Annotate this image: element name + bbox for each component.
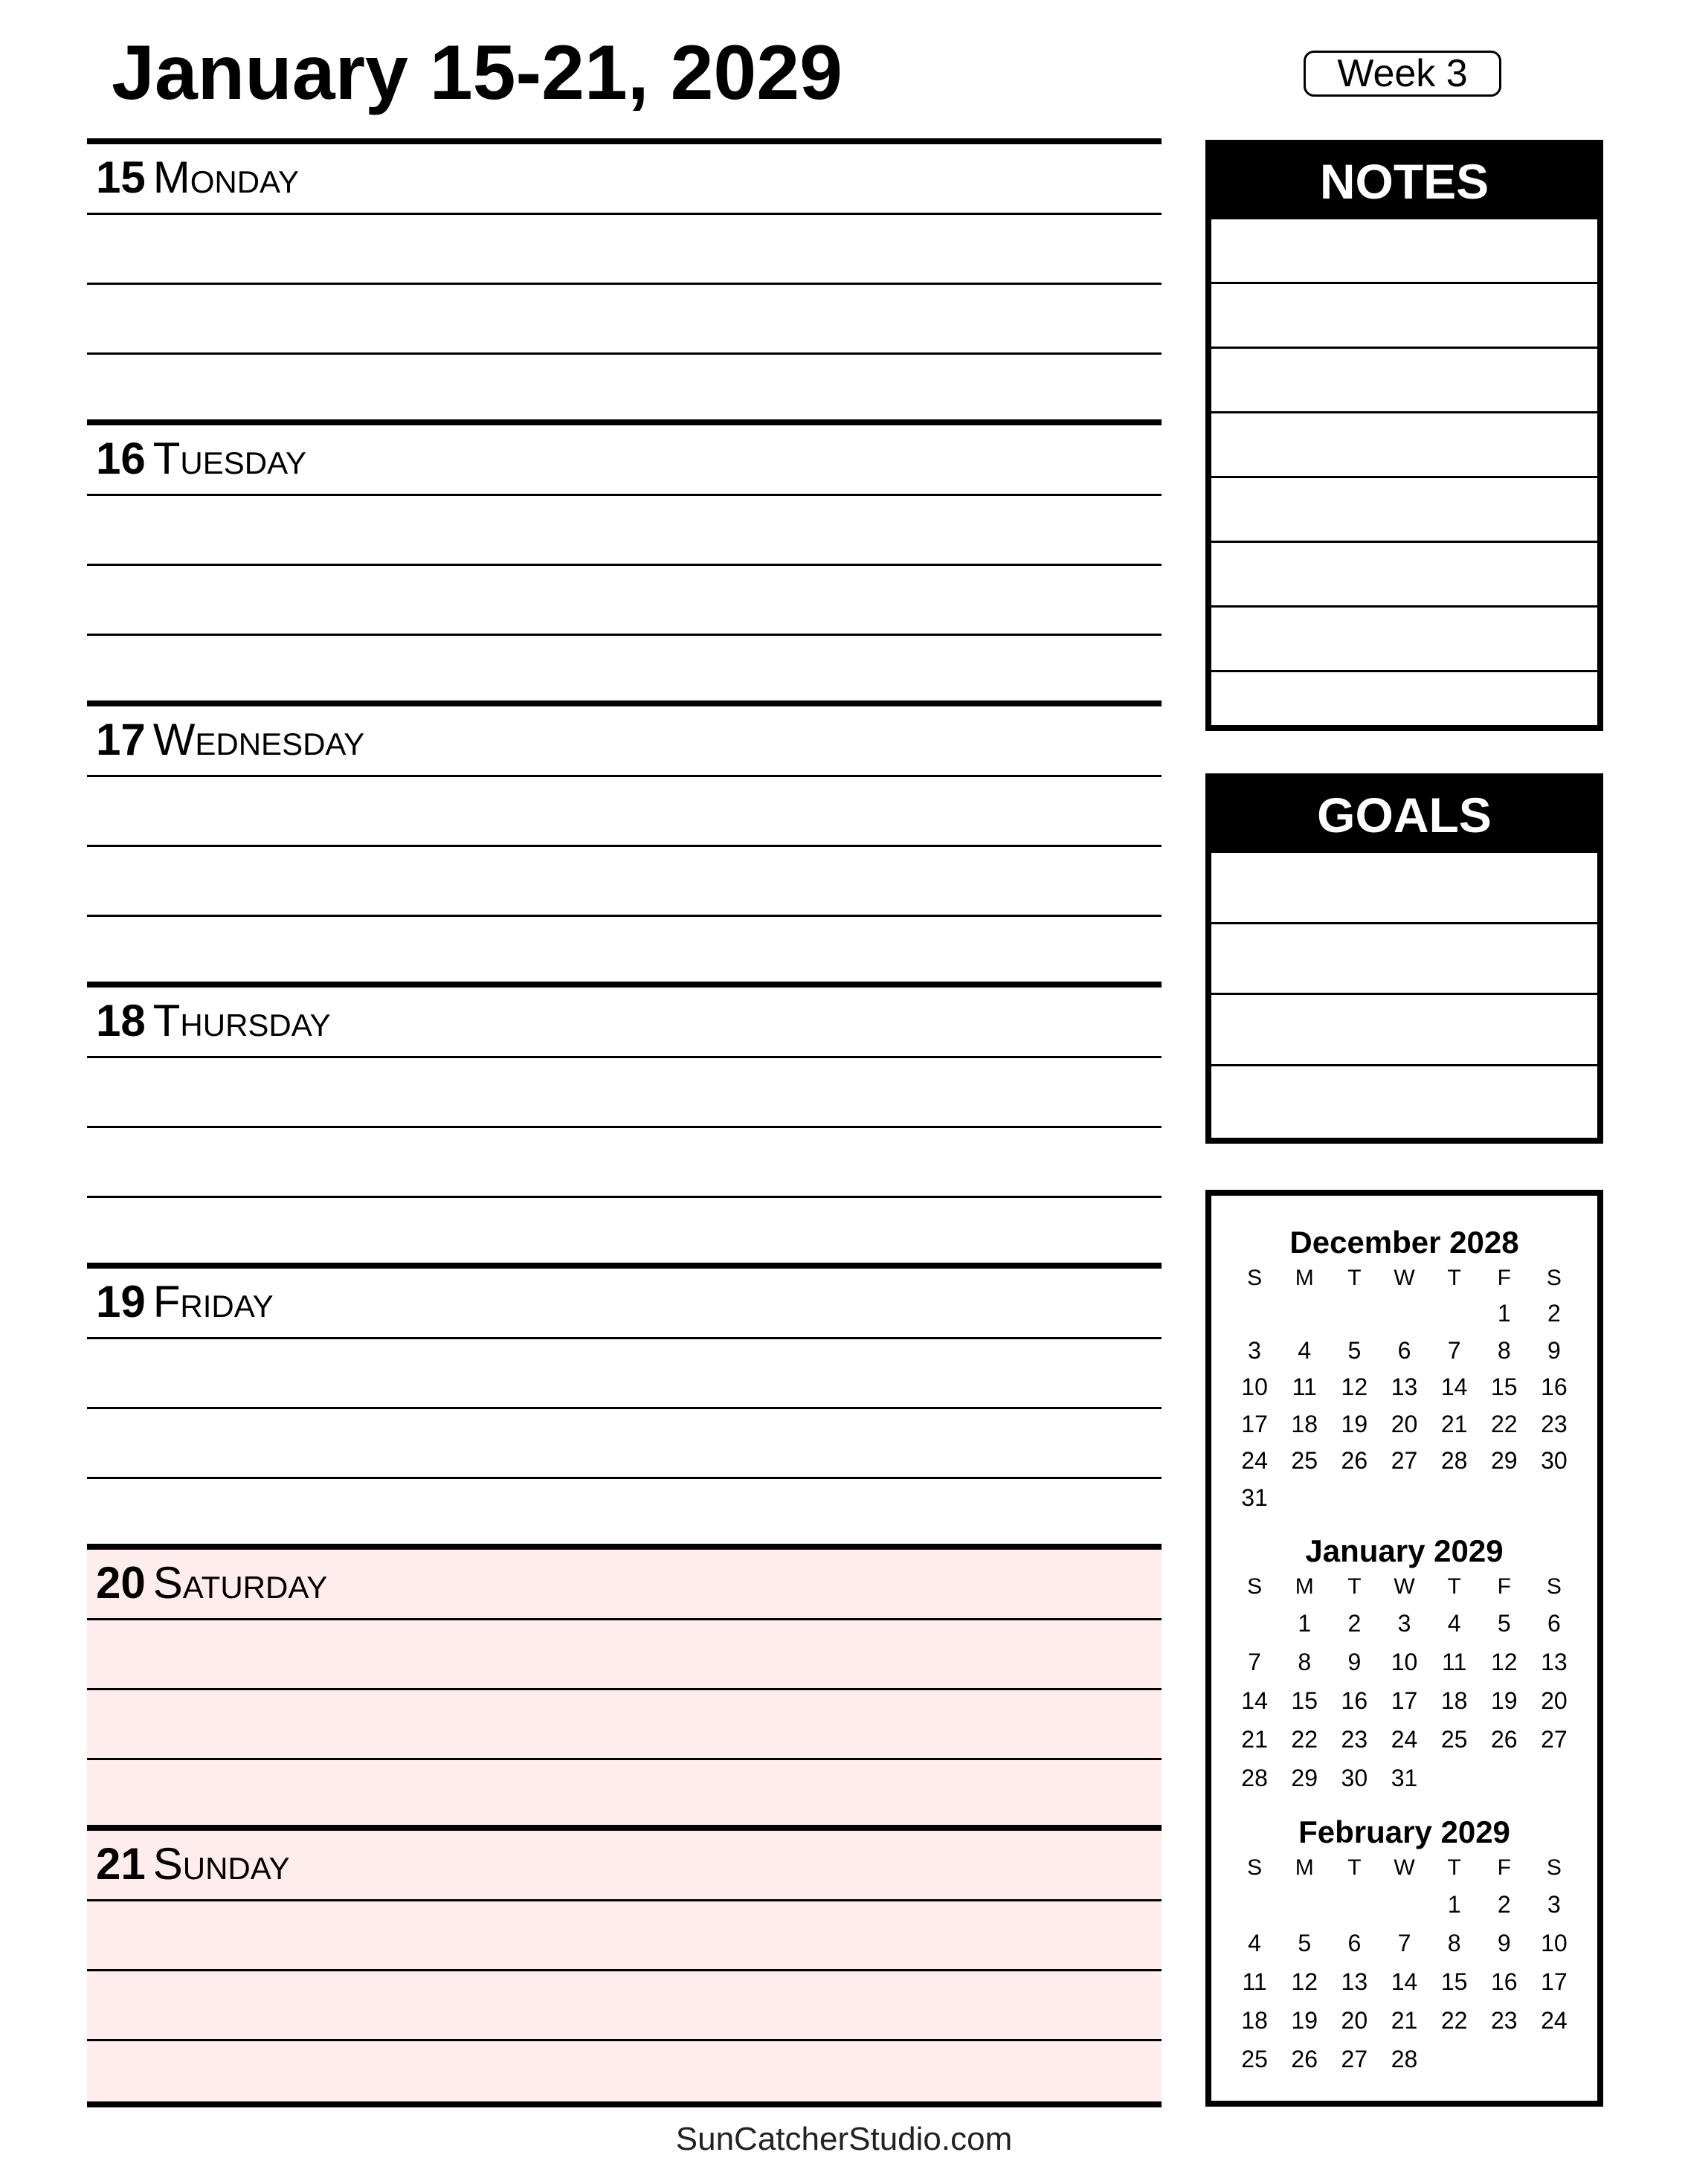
- writing-line: [87, 1337, 1162, 1339]
- calendar-day: 30: [1541, 1447, 1568, 1474]
- writing-line: [87, 1056, 1162, 1058]
- calendar-day: 7: [1248, 1649, 1261, 1675]
- calendar-day: 5: [1497, 1610, 1511, 1637]
- calendar-day: 27: [1391, 1447, 1418, 1474]
- calendar-day: 9: [1547, 1336, 1561, 1364]
- mini-calendar-title: December 2028: [1289, 1225, 1519, 1260]
- weekday-header: F: [1497, 1266, 1511, 1290]
- calendar-day: 3: [1397, 1610, 1411, 1637]
- weekday-header: S: [1546, 1574, 1562, 1599]
- calendar-day: 13: [1391, 1373, 1418, 1400]
- writing-line: [87, 352, 1162, 355]
- calendar-day: 8: [1497, 1336, 1511, 1364]
- calendar-day: 17: [1241, 1410, 1268, 1437]
- calendar-day: 8: [1447, 1930, 1461, 1956]
- calendar-day: 18: [1241, 2007, 1268, 2034]
- mini-calendar-title: February 2029: [1298, 1814, 1510, 1849]
- notes-line: [1211, 411, 1597, 476]
- calendar-blank-cell: [1429, 1295, 1479, 1333]
- calendar-blank-cell: [1379, 1295, 1429, 1333]
- day-divider: [87, 982, 1162, 988]
- calendar-day: 21: [1440, 1410, 1468, 1437]
- day-section-friday: [87, 1263, 1162, 1544]
- calendar-day: 9: [1347, 1649, 1362, 1675]
- calendar-day: 1: [1298, 1610, 1312, 1637]
- calendar-day: 13: [1541, 1649, 1568, 1675]
- weekday-header: T: [1347, 1574, 1362, 1599]
- goals-panel: [1205, 773, 1603, 1144]
- day-divider: [87, 1544, 1162, 1550]
- day-name: Friday: [152, 1277, 274, 1327]
- calendar-blank-cell: [1280, 1295, 1330, 1333]
- days-column: [87, 138, 1162, 2106]
- page-title: January 15-21, 2029: [112, 30, 843, 116]
- writing-line: [87, 1407, 1162, 1409]
- calendar-day: 2: [1547, 1300, 1561, 1327]
- day-divider: [87, 1263, 1162, 1269]
- writing-line: [87, 1126, 1162, 1128]
- weekday-header: W: [1394, 1266, 1415, 1290]
- day-name: Monday: [152, 152, 299, 202]
- calendar-day: 14: [1391, 1968, 1418, 1995]
- day-number: 21: [96, 1839, 146, 1889]
- calendar-day: 2: [1497, 1891, 1511, 1918]
- mini-calendar-grid: [1230, 1851, 1579, 2078]
- calendar-day: 20: [1341, 2007, 1368, 2034]
- day-number: 20: [96, 1558, 146, 1608]
- calendar-day: 12: [1490, 1649, 1518, 1675]
- weekday-header: M: [1295, 1266, 1314, 1290]
- calendar-day: 19: [1490, 1687, 1518, 1714]
- day-number: 16: [96, 434, 146, 483]
- writing-line: [87, 1618, 1162, 1620]
- calendar-day: 28: [1391, 2046, 1418, 2072]
- goals-line: [1211, 1064, 1597, 1136]
- calendar-day: 16: [1490, 1968, 1518, 1995]
- mini-calendars-panel: [1205, 1190, 1603, 2107]
- calendar-blank-cell: [1330, 1885, 1379, 1924]
- calendar-blank-cell: [1230, 1604, 1280, 1643]
- calendar-day: 4: [1248, 1930, 1261, 1956]
- notes-line: [1211, 670, 1597, 735]
- day-divider: [87, 419, 1162, 425]
- mini-calendar-february-2029: [1230, 1814, 1579, 2078]
- calendar-day: 29: [1490, 1447, 1518, 1474]
- notes-line: [1211, 476, 1597, 541]
- notes-panel: [1205, 140, 1603, 731]
- calendar-day: 19: [1291, 2007, 1318, 2034]
- day-divider: [87, 1825, 1162, 1831]
- calendar-day: 18: [1291, 1410, 1318, 1437]
- calendar-day: 6: [1397, 1336, 1411, 1364]
- calendar-day: 10: [1391, 1649, 1418, 1675]
- calendar-blank-cell: [1230, 1885, 1280, 1924]
- writing-line: [87, 2039, 1162, 2041]
- notes-title: NOTES: [1211, 146, 1597, 217]
- writing-line: [87, 494, 1162, 496]
- calendar-day: 1: [1447, 1891, 1461, 1918]
- weekday-header: S: [1247, 1574, 1263, 1599]
- calendar-day: 19: [1341, 1410, 1368, 1437]
- calendar-day: 1: [1497, 1300, 1511, 1327]
- writing-line: [87, 915, 1162, 917]
- notes-line: [1211, 347, 1597, 411]
- day-number: 19: [96, 1277, 146, 1327]
- footer-website: SunCatcherStudio.com: [675, 2121, 1013, 2157]
- calendar-day: 21: [1391, 2007, 1418, 2034]
- calendar-day: 24: [1241, 1447, 1268, 1474]
- weekday-header: S: [1546, 1855, 1562, 1880]
- calendar-day: 11: [1242, 1968, 1267, 1995]
- day-header: [96, 150, 299, 205]
- day-number: 15: [96, 152, 146, 202]
- calendar-day: 6: [1347, 1930, 1362, 1956]
- weekday-header: T: [1447, 1855, 1461, 1880]
- calendar-day: 5: [1347, 1336, 1362, 1364]
- day-number: 18: [96, 996, 146, 1046]
- writing-line: [87, 1688, 1162, 1690]
- weekday-header: M: [1295, 1855, 1314, 1880]
- calendar-day: 26: [1291, 2046, 1318, 2072]
- day-section-monday: [87, 138, 1162, 419]
- calendar-day: 20: [1541, 1687, 1568, 1714]
- calendar-day: 23: [1341, 1726, 1368, 1753]
- day-divider: [87, 700, 1162, 706]
- mini-calendar-december-2028: [1230, 1224, 1579, 1516]
- mini-calendar-grid: [1230, 1261, 1579, 1516]
- calendar-blank-cell: [1280, 1885, 1330, 1924]
- calendar-day: 22: [1440, 2007, 1468, 2034]
- calendar-day: 23: [1490, 2007, 1518, 2034]
- mini-calendar-grid: [1230, 1570, 1579, 1797]
- day-section-thursday: [87, 982, 1162, 1263]
- weekday-header: S: [1546, 1266, 1562, 1290]
- calendar-day: 18: [1440, 1687, 1468, 1714]
- day-number: 17: [96, 715, 146, 764]
- calendar-day: 26: [1490, 1726, 1518, 1753]
- weekday-header: T: [1347, 1266, 1362, 1290]
- calendar-blank-cell: [1330, 1295, 1379, 1333]
- mini-calendar-january-2029: [1230, 1533, 1579, 1797]
- goals-line: [1211, 922, 1597, 993]
- day-header: [96, 431, 306, 486]
- calendar-day: 24: [1391, 1726, 1418, 1753]
- calendar-day: 22: [1291, 1726, 1318, 1753]
- weekday-header: T: [1447, 1266, 1461, 1290]
- calendar-day: 10: [1541, 1930, 1568, 1956]
- day-header: [96, 1837, 290, 1892]
- calendar-day: 25: [1440, 1726, 1468, 1753]
- calendar-day: 31: [1241, 1484, 1268, 1511]
- calendar-day: 16: [1341, 1687, 1368, 1714]
- writing-line: [87, 1899, 1162, 1901]
- weekday-header: T: [1447, 1574, 1461, 1599]
- notes-line: [1211, 541, 1597, 605]
- calendar-day: 20: [1391, 1410, 1418, 1437]
- calendar-day: 11: [1442, 1649, 1467, 1675]
- calendar-day: 6: [1547, 1610, 1561, 1637]
- writing-line: [87, 1758, 1162, 1760]
- calendar-day: 15: [1440, 1968, 1468, 1995]
- calendar-day: 3: [1248, 1336, 1261, 1364]
- calendar-day: 11: [1292, 1373, 1317, 1400]
- calendar-day: 26: [1341, 1447, 1368, 1474]
- calendar-day: 25: [1241, 2046, 1268, 2072]
- writing-line: [87, 213, 1162, 215]
- day-name: Saturday: [152, 1558, 328, 1608]
- weekday-header: F: [1497, 1855, 1511, 1880]
- day-name: Thursday: [152, 996, 331, 1046]
- weekday-header: S: [1247, 1266, 1263, 1290]
- day-name: Sunday: [152, 1839, 290, 1889]
- calendar-day: 13: [1341, 1968, 1368, 1995]
- writing-line: [87, 283, 1162, 285]
- calendar-day: 3: [1547, 1891, 1561, 1918]
- weekday-header: F: [1497, 1574, 1511, 1599]
- calendar-day: 9: [1497, 1930, 1511, 1956]
- calendar-day: 14: [1440, 1373, 1468, 1400]
- week-badge: Week 3: [1304, 51, 1501, 97]
- day-section-wednesday: [87, 700, 1162, 982]
- calendar-blank-cell: [1230, 1295, 1280, 1333]
- calendar-day: 12: [1291, 1968, 1318, 1995]
- writing-line: [87, 1196, 1162, 1198]
- calendar-day: 4: [1298, 1336, 1312, 1364]
- mini-calendar-title: January 2029: [1305, 1533, 1504, 1568]
- calendar-day: 17: [1391, 1687, 1418, 1714]
- weekday-header: S: [1247, 1855, 1263, 1880]
- calendar-day: 7: [1447, 1336, 1461, 1364]
- day-divider: [87, 138, 1162, 144]
- weekday-header: W: [1394, 1574, 1415, 1599]
- weekday-header: T: [1347, 1855, 1362, 1880]
- goals-title: GOALS: [1211, 779, 1597, 851]
- day-name: Wednesday: [152, 715, 365, 764]
- day-header: [96, 712, 364, 767]
- goals-line: [1211, 993, 1597, 1064]
- weekday-header: W: [1394, 1855, 1415, 1880]
- calendar-day: 4: [1447, 1610, 1461, 1637]
- calendar-day: 15: [1490, 1373, 1518, 1400]
- writing-line: [87, 845, 1162, 847]
- writing-line: [87, 775, 1162, 777]
- calendar-day: 22: [1490, 1410, 1518, 1437]
- calendar-day: 25: [1291, 1447, 1318, 1474]
- goals-line: [1211, 851, 1597, 922]
- calendar-day: 2: [1347, 1610, 1362, 1637]
- calendar-day: 28: [1241, 1765, 1268, 1791]
- writing-line: [87, 634, 1162, 636]
- day-section-sunday: [87, 1825, 1162, 2106]
- calendar-day: 27: [1341, 2046, 1368, 2072]
- notes-line: [1211, 605, 1597, 670]
- calendar-day: 10: [1241, 1373, 1268, 1400]
- notes-line: [1211, 217, 1597, 282]
- writing-line: [87, 1477, 1162, 1479]
- calendar-day: 23: [1541, 1410, 1568, 1437]
- calendar-day: 28: [1440, 1447, 1468, 1474]
- calendar-day: 27: [1541, 1726, 1568, 1753]
- day-header: [96, 1275, 274, 1330]
- calendar-day: 14: [1241, 1687, 1268, 1714]
- calendar-day: 12: [1341, 1373, 1368, 1400]
- calendar-day: 15: [1291, 1687, 1318, 1714]
- calendar-day: 29: [1291, 1765, 1318, 1791]
- notes-line: [1211, 282, 1597, 347]
- calendar-day: 30: [1341, 1765, 1368, 1791]
- day-section-saturday: [87, 1544, 1162, 1825]
- writing-line: [87, 564, 1162, 566]
- calendar-day: 17: [1541, 1968, 1568, 1995]
- writing-line: [87, 1969, 1162, 1971]
- day-name: Tuesday: [152, 434, 306, 483]
- day-header: [96, 993, 331, 1048]
- calendar-day: 16: [1541, 1373, 1568, 1400]
- calendar-day: 31: [1391, 1765, 1418, 1791]
- calendar-day: 24: [1541, 2007, 1568, 2034]
- day-section-tuesday: [87, 419, 1162, 700]
- calendar-day: 5: [1298, 1930, 1312, 1956]
- calendar-day: 8: [1298, 1649, 1312, 1675]
- days-bottom-rule: [87, 2101, 1162, 2107]
- day-header: [96, 1556, 327, 1611]
- weekday-header: M: [1295, 1574, 1314, 1599]
- calendar-day: 7: [1397, 1930, 1411, 1956]
- calendar-blank-cell: [1379, 1885, 1429, 1924]
- calendar-day: 21: [1241, 1726, 1268, 1753]
